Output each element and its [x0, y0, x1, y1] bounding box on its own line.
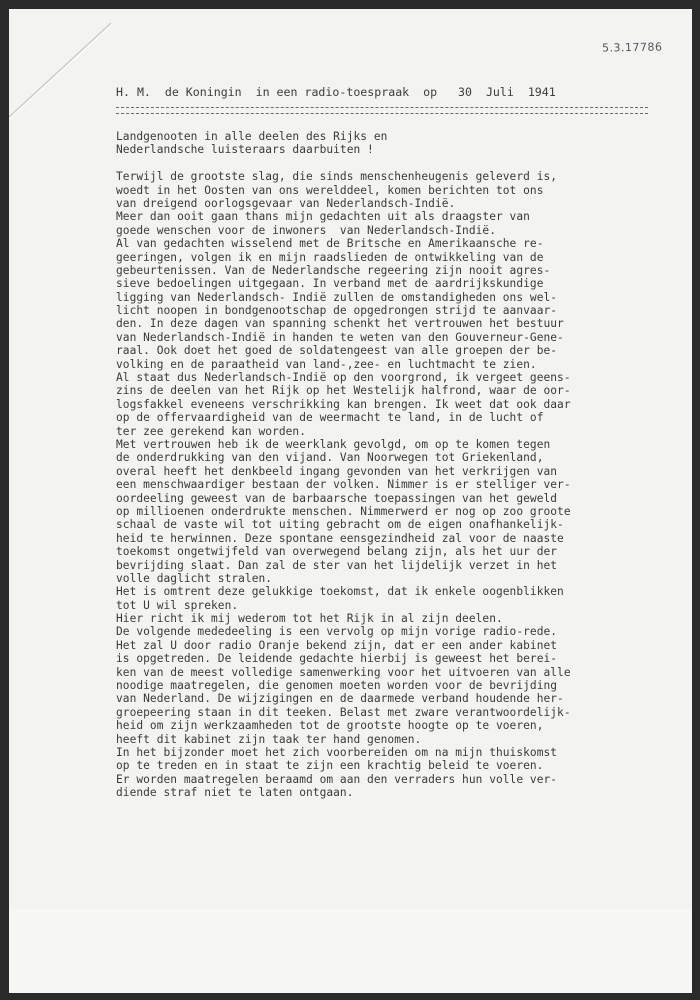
heading-double-underline — [116, 107, 648, 114]
text-line: Meer dan ooit gaan thans mijn gedachten uit als draagster van — [116, 210, 530, 224]
text-line: den. In deze dagen van spanning schenkt het vertrouwen het bestuur — [116, 317, 564, 331]
paragraph-gap — [116, 157, 676, 170]
text-line: licht noopen in bondgenootschap de opgedrongen strijd te aanvaar- — [116, 304, 558, 318]
text-line: schaal de vaste wil tot uiting gebracht om de eigen onafhankelijk- — [116, 518, 564, 532]
text-line: Het zal U door radio Oranje bekend zijn, dat er een ander kabinet — [116, 638, 558, 652]
archive-number: 5.3.17786 — [601, 40, 663, 55]
text-line: Met vertrouwen heb ik de weerklank gevolgd, om op te komen tegen — [116, 437, 551, 451]
speech-text — [116, 130, 676, 813]
text-line: van Nederlandsch-Indië in handen te weten van den Gouverneur-Gene- — [116, 330, 564, 344]
text-line: oordeeling geweest van de barbaarsche toepassingen van het geweld — [116, 491, 558, 505]
text-line: raal. Ook doet het goed de soldatengeest van alle groepen der be- — [116, 344, 558, 358]
text-line: goede wenschen voor de inwoners van Nederlandsch-Indië. — [116, 223, 496, 237]
text-line — [116, 800, 676, 813]
text-line: Er worden maatregelen beraamd om aan den verraders hun volle ver- — [116, 772, 558, 786]
text-line: groepeering staan in dit teeken. Belast met zware verantwoordelijk- — [116, 705, 571, 719]
typed-page — [9, 9, 692, 993]
text-line: op millioenen onderdrukte menschen. Nimmerwerd er nog op zoo groote — [116, 504, 571, 518]
text-line: heeft dit kabinet zijn taak ter hand genomen. — [116, 732, 422, 746]
text-line: Al van gedachten wisselend met de Britsche en Amerikaansche re- — [116, 237, 544, 251]
text-line: zins de deelen van het Rijk op het Westelijk halfrond, waar de oor- — [116, 384, 571, 398]
salutation-line: Nederlandsche luisteraars daarbuiten ! — [116, 143, 374, 157]
text-line: gebeurtenissen. Van de Nederlandsche regeering zijn nooit agres- — [116, 263, 551, 277]
text-line: ter zee gerekend kan worden. — [116, 424, 306, 438]
salutation-line: Landgenooten in alle deelen des Rijks en — [116, 130, 388, 143]
text-line: ken van de meest volledige samenwerking voor het uitvoeren van alle — [116, 665, 571, 679]
text-line: logsfakkel eveneens verschrikking kan brengen. Ik weet dat ook daar — [116, 397, 571, 411]
text-line: diende straf niet te laten ontgaan. — [116, 786, 354, 800]
text-line: heid te herwinnen. Deze spontane eensgezindheid zal voor de naaste — [116, 531, 564, 545]
text-line: toekomst ongetwijfeld van overwegend belang zijn, als het uur der — [116, 545, 558, 559]
text-line: sieve bedoelingen uitgegaan. In verband met de aardrijkskundige — [116, 277, 544, 291]
text-line: is opgetreden. De leidende gedachte hierbij is geweest het berei- — [116, 652, 558, 666]
text-line: de onderdrukking van den vijand. Van Noorwegen tot Griekenland, — [116, 451, 544, 465]
blank-lower-margin — [9, 909, 692, 993]
text-line: Al staat dus Nederlandsch-Indië op den voorgrond, ik vergeet geens- — [116, 371, 571, 385]
text-line: Het is omtrent deze gelukkige toekomst, dat ik enkele oogenblikken — [116, 585, 564, 599]
text-line: Terwijl de grootste slag, die sinds menschenheugenis geleverd is, — [116, 170, 558, 184]
text-line: noodige maatregelen, die genomen moeten worden voor de bevrijding — [116, 679, 558, 693]
page-fold-crease — [9, 9, 119, 119]
text-line: woedt in het Oosten van ons werelddeel, komen berichten tot ons — [116, 183, 544, 197]
text-line: tot U wil spreken. — [116, 598, 239, 612]
document-heading: H. M. de Koningin in een radio-toespraak op 30 Juli 1941 — [116, 85, 556, 99]
text-line: bevrijding slaat. Dan zal de ster van het lijdelijk verzet in het — [116, 558, 558, 572]
text-line: overal heeft het denkbeeld ingang gevonden van het verkrijgen van — [116, 464, 558, 478]
text-line: op de offervaardigheid van de weermacht te land, in de lucht of — [116, 411, 544, 425]
text-line: op te treden en in staat te zijn een krachtig beleid te voeren. — [116, 759, 544, 773]
text-line: ligging van Nederlandsch- Indië zullen de omstandigheden ons wel- — [116, 290, 558, 304]
text-line: van Nederland. De wijzigingen en de daarmede verband houdende her- — [116, 692, 564, 706]
text-line: Hier richt ik mij wederom tot het Rijk in al zijn deelen. — [116, 612, 503, 626]
text-line: In het bijzonder moet het zich voorbereiden om na mijn thuiskomst — [116, 745, 558, 759]
text-line: een menschwaardiger bestaan der volken. Nimmer is er stelliger ver- — [116, 478, 571, 492]
text-line: volle daglicht stralen. — [116, 571, 273, 585]
text-line: van dreigend oorlogsgevaar van Nederlandsch-Indië. — [116, 196, 456, 210]
text-line: geeringen, volgen ik en mijn raadslieden de ontwikkeling van de — [116, 250, 544, 264]
text-line: De volgende mededeeling is een vervolg op mijn vorige radio-rede. — [116, 625, 558, 639]
text-line: volking en de paraatheid van land-,zee- en luchtmacht te zien. — [116, 357, 537, 371]
text-line: heid om zijn werkzaamheden tot de grootste hoogte op te voeren, — [116, 719, 544, 733]
